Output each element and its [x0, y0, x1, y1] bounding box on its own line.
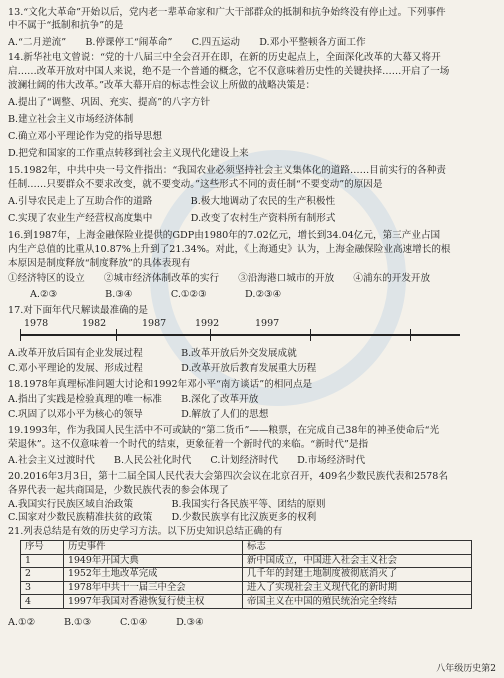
q20-options-cd: C.国家对少数民族精准扶贫的政策 D.少数民族享有比汉族更多的权利 [8, 512, 317, 523]
ruler-year: 1978 [24, 318, 49, 329]
table-row [21, 581, 472, 595]
ruler-tick [20, 329, 21, 341]
q14-stem: 波澜壮阔的伟大改革。”改革大幕开启的标志性会议上所做的战略决策是： [8, 80, 316, 91]
table-header-row [21, 541, 472, 555]
table-cell: 1952年土地改革完成 [64, 568, 243, 582]
q14-stem: 启……改革开放对中国人来说，绝不是一个普通的概念，它不仅意味着历史性的关键抉择……开启了一场 [8, 66, 450, 77]
table-header: 序号 [21, 541, 64, 555]
table-header: 历史事件 [64, 541, 243, 555]
q14-option-b: B.建立社会主义市场经济体制 [8, 114, 134, 125]
ruler-tick [116, 329, 117, 341]
ruler-tick [410, 329, 411, 341]
q13-stem: 13.“文化大革命”开始以后，党内老一辈革命家和广大干部群众的抵制和抗争始终没有停止过。下列事件 [8, 7, 446, 18]
q16-options: A.②③ B.③④ C.①②③ D.②③④ [30, 289, 282, 300]
ruler-line [20, 334, 460, 336]
table-cell: 1949年开国大典 [64, 554, 243, 568]
table-cell: 进入了实现社会主义现代化的新时期 [243, 581, 472, 595]
ruler-year: 1997 [255, 318, 280, 329]
q17-stem: 17.对下面年代尺解读最准确的是 [8, 305, 148, 316]
table-cell: 帝国主义在中国的殖民统治完全终结 [243, 595, 472, 609]
q16-stem: 内生产总值的比重从10.87%上升到了21.34%。对此，《上海通史》认为，上海金融保险业高速增长的根 [8, 244, 451, 255]
q13-options: A.“二月逆流” B.停课停工“闹革命” C.四五运动 D.邓小平整顿各方面工作 [8, 37, 366, 48]
table-cell: 3 [21, 581, 64, 595]
table-row [21, 554, 472, 568]
ruler-year: 1987 [142, 318, 167, 329]
q16-items: ①经济特区的设立 ②城市经济体制改革的实行 ③沿海港口城市的开放 ④浦东的开发开放 [8, 273, 431, 284]
q17-options-cd: C.邓小平理论的发展、形成过程 D.改革开放后教育发展重大历程 [8, 363, 317, 374]
table-cell: 1 [21, 554, 64, 568]
q19-options: A.社会主义过渡时代 B.人民公社化时代 C.计划经济时代 D.市场经济时代 [8, 455, 366, 466]
q16-stem: 16.到1987年，上海金融保险业提供的GDP由1980年的7.02亿元，增长到34.04亿元，第三产业占国 [8, 230, 441, 241]
q15-options-ab: A.引导农民走上了互助合作的道路 B.极大地调动了农民的生产积极性 [8, 196, 336, 207]
table-cell: 新中国成立，中国进入社会主义社会 [243, 554, 472, 568]
q19-stem: 荣退休”。这不仅意味着一个时代的结束，更象征着一个新时代的来临。“新时代”是指 [8, 439, 369, 450]
table-cell: 4 [21, 595, 64, 609]
q14-option-d: D.把党和国家的工作重点转移到社会主义现代化建设上来 [8, 148, 249, 159]
q18-options-ab: A.指出了实践是检验真理的唯一标准 B.深化了改革开放 [8, 394, 259, 405]
q20-stem: 20.2016年3月3日，第十二届全国人民代表大会第四次会议在北京召开，409名少数民族代表和2578名 [8, 471, 448, 482]
table-cell: 几千年的封建土地制度被彻底消灭了 [243, 568, 472, 582]
year-ruler [20, 320, 460, 342]
q18-stem: 18.1978年真理标准问题大讨论和1992年邓小平“南方谈话”的相同点是 [8, 379, 313, 390]
ruler-tick [310, 329, 311, 341]
table-cell: 1997年我国对香港恢复行使主权 [64, 595, 243, 609]
q21-options: A.①② B.①③ C.①④ D.③④ [8, 617, 204, 628]
q21-stem: 21.列表总结是有效的历史学习方法。以下历史知识总结正确的有 [8, 526, 283, 537]
q17-options-ab: A.改革开放后国有企业发展过程 B.改革开放后外交发展成就 [8, 348, 297, 359]
q14-option-c: C.确立邓小平理论作为党的指导思想 [8, 131, 162, 142]
q20-options-ab: A.我国实行民族区域自治政策 B.我国实行各民族平等、团结的原则 [8, 499, 326, 510]
q13-stem: 中不属于“抵制和抗争”的是 [8, 20, 124, 31]
q15-stem: 15.1982年，中共中央一号文件指出：“我国农业必须坚持社会主义集体化的道路……目前实行的各种责 [8, 165, 446, 176]
ruler-year: 1992 [195, 318, 220, 329]
q16-stem: 本原因是制度释放“制度释放”的具体表现有 [8, 258, 191, 269]
q14-stem: 14.新华社电文曾说：“党的十八届三中全会召开在即，在新的历史起点上，全面深化改革的大幕又将开 [8, 52, 441, 63]
table-cell: 1978年中共十一届三中全会 [64, 581, 243, 595]
q21-table [20, 540, 472, 609]
table-cell: 2 [21, 568, 64, 582]
page-footer: 八年级历史第2 [436, 664, 496, 674]
q18-options-cd: C.巩固了以邓小平为核心的领导 D.解放了人们的思想 [8, 409, 269, 420]
q14-option-a: A.提出了“调整、巩固、充实、提高”的八字方针 [8, 97, 211, 108]
q15-options-cd: C.实现了农业生产经营权高度集中 D.改变了农村生产资料所有制形式 [8, 213, 336, 224]
ruler-tick [210, 329, 211, 341]
q20-stem: 各界代表一起共商国是，少数民族代表的参会体现了 [8, 485, 229, 496]
ruler-year: 1982 [82, 318, 107, 329]
table-header: 标志 [243, 541, 472, 555]
q19-stem: 19.1993年，作为我国人民生活中不可或缺的“第二货币”——粮票，在完成自己38年的神圣使命后“光 [8, 425, 440, 436]
q15-stem: 任制……只要群众不要求改变，就不要变动。”这些形式不同的责任制“不要变动”的原因是 [8, 179, 383, 190]
table-row [21, 595, 472, 609]
table-row [21, 568, 472, 582]
